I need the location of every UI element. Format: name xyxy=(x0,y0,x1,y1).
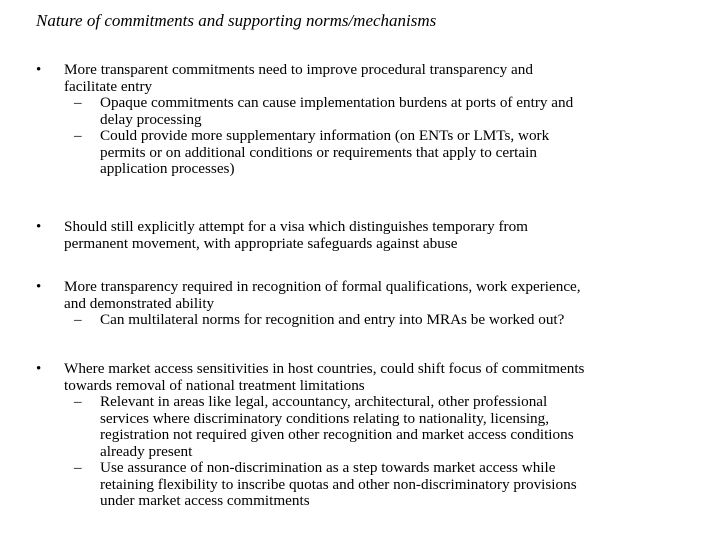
bullet-visa-distinction xyxy=(36,219,686,252)
bullet-body xyxy=(64,219,686,252)
sub-bullet-text-line: registration not required given other recognition and market access conditions xyxy=(100,426,574,443)
bullet-body xyxy=(64,62,686,178)
sub-bullet-text-line: services where discriminatory conditions relating to nationality, licensing, xyxy=(100,409,550,427)
sub-bullet xyxy=(74,311,686,329)
sub-bullet-text-line: already present xyxy=(100,442,193,460)
bullet-text-line: permanent movement, with appropriate safeguards against abuse xyxy=(64,234,458,252)
bullet-icon: • xyxy=(36,219,42,235)
bullet-icon: • xyxy=(36,361,42,377)
bullet-recognition-transparency xyxy=(36,279,686,329)
sub-bullet-text-line: Use assurance of non-discrimination as a step towards market access while xyxy=(100,459,556,476)
sub-bullet-text-line: application processes) xyxy=(100,160,235,177)
bullet-text-line: Where market access sensitivities in host countries, could shift focus of commitments xyxy=(64,360,585,377)
bullet-text-line: More transparent commitments need to improve procedural transparency and xyxy=(64,61,533,78)
sub-bullet xyxy=(74,94,686,128)
bullet-body xyxy=(64,361,686,510)
sub-bullet-text-line: permits or on additional conditions or requirements that apply to certain xyxy=(100,143,537,161)
sub-bullet-text-line: Opaque commitments can cause implementation burdens at ports of entry and xyxy=(100,94,574,111)
bullet-text-line: towards removal of national treatment limitations xyxy=(64,376,365,394)
sub-bullet-text-line: Could provide more supplementary information (on ENTs or LMTs, work xyxy=(100,127,550,144)
sub-bullet-text-line: Relevant in areas like legal, accountancy, architectural, other professional xyxy=(100,393,548,410)
bullet-icon: • xyxy=(36,62,42,78)
bullet-text-line: and demonstrated ability xyxy=(64,294,215,312)
bullet-transparent-commitments xyxy=(36,62,686,178)
bullet-market-access xyxy=(36,361,686,510)
bullet-text-line: More transparency required in recognition of formal qualifications, work experience, xyxy=(64,278,581,295)
dash-icon: – xyxy=(74,459,82,476)
dash-icon: – xyxy=(74,94,82,111)
sub-bullet xyxy=(74,393,686,460)
dash-icon: – xyxy=(74,127,82,144)
bullet-text-line: facilitate entry xyxy=(64,77,153,95)
sub-bullet xyxy=(74,459,686,510)
sub-bullet-text-line: under market access commitments xyxy=(100,492,310,509)
dash-icon: – xyxy=(74,393,82,410)
dash-icon: – xyxy=(74,311,82,328)
bullet-icon: • xyxy=(36,279,42,295)
slide-title: Nature of commitments and supporting norms/mechanisms xyxy=(36,11,437,30)
sub-bullet xyxy=(74,127,686,178)
sub-bullet-text-line: retaining flexibility to inscribe quotas and other non-discriminatory provisions xyxy=(100,475,577,493)
sub-bullet-text-line: Can multilateral norms for recognition and entry into MRAs be worked out? xyxy=(100,311,565,328)
bullet-text-line: Should still explicitly attempt for a visa which distinguishes temporary from xyxy=(64,218,528,235)
sub-bullet-text-line: delay processing xyxy=(100,110,202,128)
bullet-body xyxy=(64,279,686,329)
